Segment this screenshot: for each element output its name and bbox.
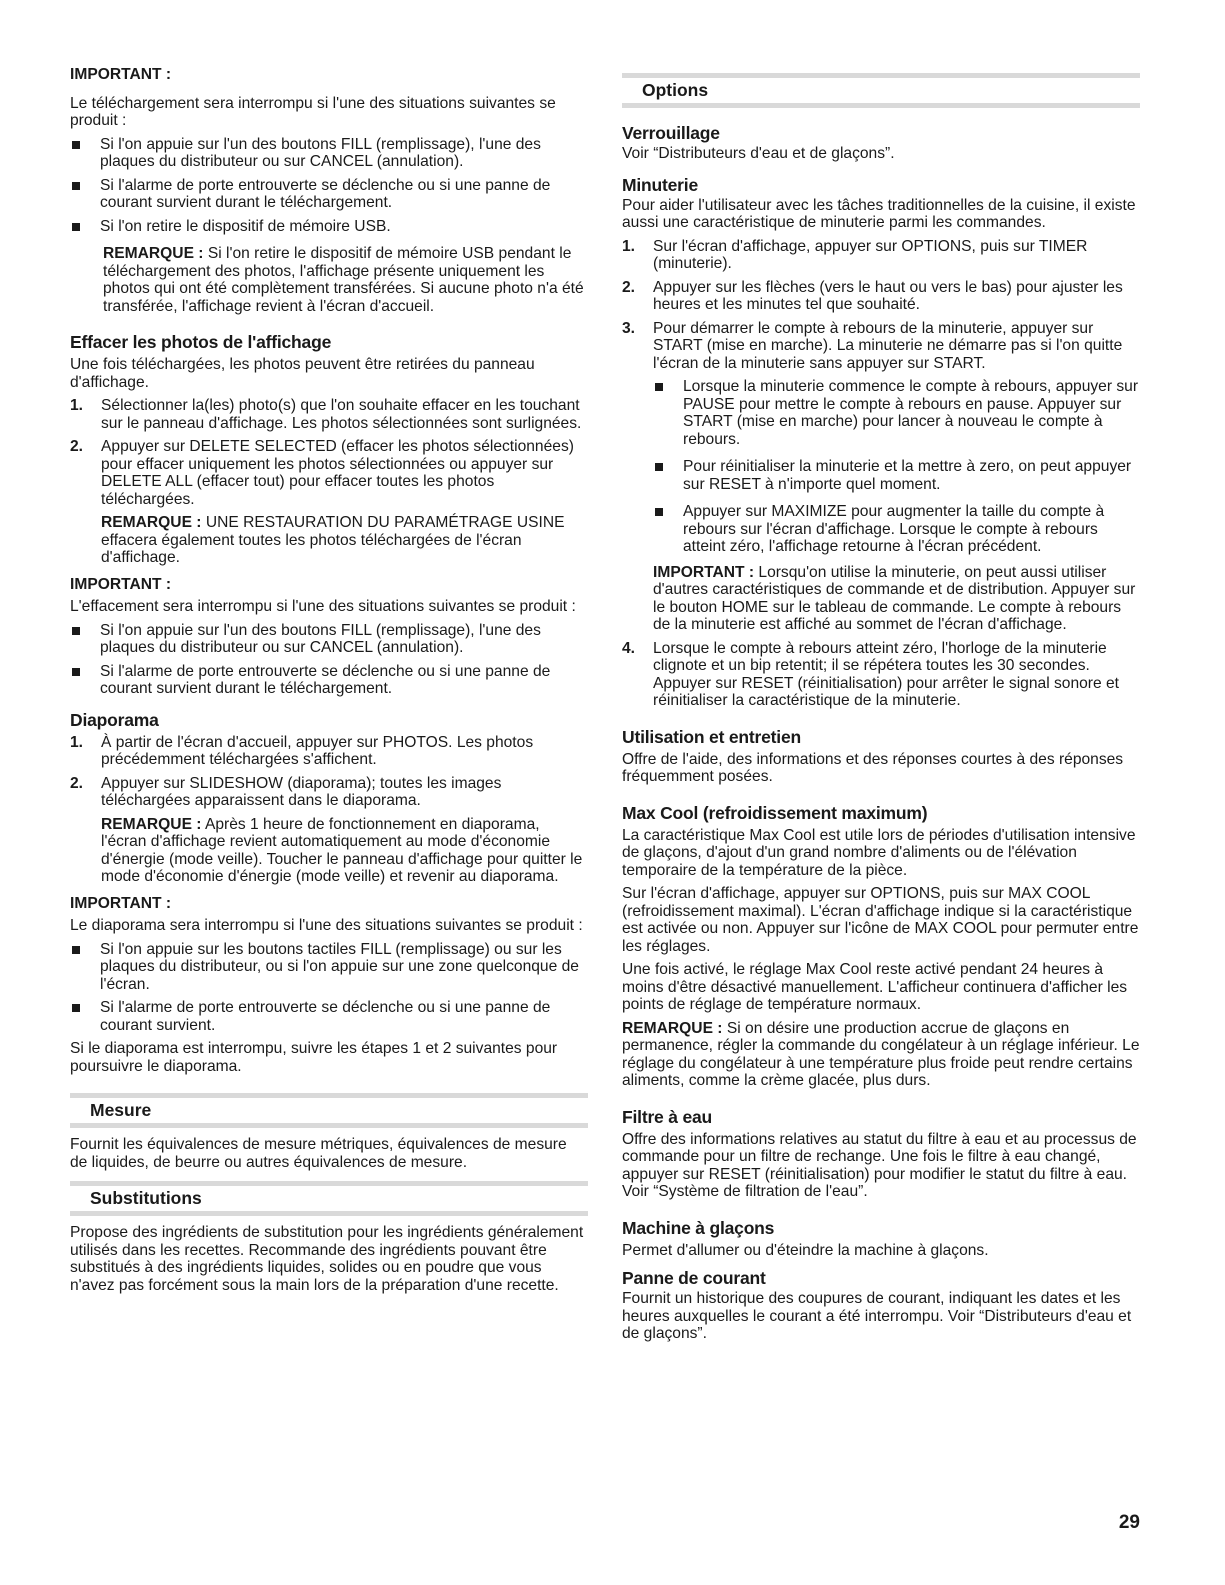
note-paragraph: REMARQUE : UNE RESTAURATION DU PARAMÉTRAGE USINE effacera également toutes les photos téléchargées de l'écran d'affichage. [101, 514, 565, 566]
section-band [70, 1181, 588, 1216]
list-item: Appuyer sur MAXIMIZE pour augmenter la taille du compte à rebours sur l'écran d'affichage. Lorsque le compte à rebours atteint zéro, l'affichage retourne à l'écran précédent. [653, 503, 1140, 556]
list-item: 2. Appuyer sur les flèches (vers le haut ou vers le bas) pour ajuster les heures et les minutes tel que souhaité. [622, 278, 1123, 313]
section-title: Mesure [90, 1099, 152, 1120]
bullet-icon [653, 378, 683, 448]
note-paragraph: REMARQUE : Si on désire une production accrue de glaçons en permanence, régler la commande du congélateur à un réglage inférieur. Le réglage du congélateur à une température plus froide peut rendre certains aliments, comme la crème glacée, plus durs. [622, 1019, 1140, 1089]
bullet-icon [653, 503, 683, 556]
list-item: 4. Lorsque le compte à rebours atteint zéro, l'horloge de la minuterie clignote et un bip retentit; il se répétera toutes les 30 secondes. Appuyer sur RESET (réinitialisation) pour arrêter le signal sonore et réinitialiser la caractéristique de la minuterie. [622, 639, 1120, 709]
list-item: 3. Pour démarrer le compte à rebours de la minuterie, appuyer sur START (mise en marche). La minuterie ne démarre pas si l'on quitte l'écran de la minuterie sans appuyer sur START. [622, 319, 1123, 372]
bullet-icon [70, 622, 100, 657]
section-title: Minuterie [622, 174, 698, 195]
left-column [70, 66, 588, 1294]
list-item: Si l'alarme de porte entrouverte se déclenche ou si une panne de courant survient durant le téléchargement. [70, 663, 588, 698]
bullet-list [622, 378, 1140, 556]
list-item: Si l'alarme de porte entrouverte se déclenche ou si une panne de courant survient durant le téléchargement. [70, 177, 588, 212]
paragraph: Pour aider l'utilisateur avec les tâches traditionnelles de la cuisine, il existe aussi une caractéristique de minuterie parmi les commandes. [622, 196, 1136, 231]
list-item: 1. Sélectionner la(les) photo(s) que l'on souhaite effacer en les touchant sur le panneau d'affichage. Les photos sélectionnées sont surlignées. [70, 397, 582, 432]
paragraph: Offre de l'aide, des informations et des réponses courtes à des réponses fréquemment posées. [622, 750, 1124, 785]
paragraph: Si le diaporama est interrompu, suivre les étapes 1 et 2 suivantes pour poursuivre le diaporama. [70, 1040, 558, 1075]
step-list [622, 640, 1140, 710]
list-item: Si l'on appuie sur l'un des boutons FILL (remplissage), l'une des plaques du distributeur ou sur CANCEL (annulation). [70, 622, 588, 657]
section-title: Panne de courant [622, 1268, 766, 1288]
list-item: 2. Appuyer sur SLIDESHOW (diaporama); toutes les images téléchargées apparaissent dans le diaporama. [70, 774, 502, 809]
step-list [70, 734, 588, 810]
paragraph: Offre des informations relatives au statut du filtre à eau et au processus de commande pour un filtre de rechange. Une fois le filtre à eau changé, appuyer sur RESET (réinitialisation) pour modifier le statut du filtre à eau. Voir “Système de filtration de l'eau”. [622, 1130, 1137, 1200]
page-number: 29 [1118, 1512, 1140, 1533]
section-title: Filtre à eau [622, 1106, 712, 1127]
bullet-icon [70, 177, 100, 212]
note-paragraph: REMARQUE : Si l'on retire le dispositif de mémoire USB pendant le téléchargement des photos, l'affichage présente uniquement les photos qui ont été complètement transférées. Si aucune photo n'a été transférée, l'affichage revient à l'écran d'accueil. [103, 245, 584, 315]
paragraph: Voir “Distributeurs d'eau et de glaçons”. [622, 145, 895, 162]
list-item: Lorsque la minuterie commence le compte à rebours, appuyer sur PAUSE pour mettre le compte à rebours en pause. Appuyer sur START (mise en marche) pour lancer à nouveau le compte à rebours. [653, 378, 1140, 448]
section-title: Options [642, 79, 709, 100]
important-label: IMPORTANT : [70, 894, 172, 912]
section-title: Diaporama [70, 709, 159, 730]
section-band [622, 73, 1140, 108]
bullet-list [70, 622, 588, 698]
bullet-icon [70, 999, 100, 1034]
paragraph: La caractéristique Max Cool est utile lors de périodes d'utilisation intensive de glaçons, d'ajout d'un grand nombre d'aliments ou de l'élévation temporaire de la température de la pièce. [622, 826, 1136, 879]
bullet-icon [70, 136, 100, 171]
paragraph: L'effacement sera interrompu si l'une des situations suivantes se produit : [70, 598, 576, 615]
section-title: Machine à glaçons [622, 1217, 775, 1238]
paragraph: Une fois activé, le réglage Max Cool reste activé pendant 24 heures à moins d'être désactivé manuellement. L'afficheur continuera d'afficher les points de réglage de température normaux. [622, 961, 1128, 1013]
important-paragraph: IMPORTANT : Lorsqu'on utilise la minuterie, on peut aussi utiliser d'autres caractéristiques de commande et de distribution. Appuyer sur le bouton HOME sur le tableau de commande. Le compte à rebours de la minuterie est affiché au sommet de l'écran d'affichage. [653, 563, 1136, 633]
paragraph: Permet d'allumer ou d'éteindre la machine à glaçons. [622, 1241, 989, 1259]
important-label: IMPORTANT : [70, 575, 172, 593]
bullet-icon [70, 663, 100, 698]
paragraph: Propose des ingrédients de substitution pour les ingrédients généralement utilisés dans les recettes. Recommande des ingrédients pouvant être substitués à des ingrédients liquides, solides ou en poudre que vous n'avez pas forcément sous la main lors de la préparation d'une recette. [70, 1224, 584, 1294]
paragraph: Sur l'écran d'affichage, appuyer sur OPTIONS, puis sur MAX COOL (refroidissement maximal). L'écran d'affichage indique si la caractéristique est activée ou non. Appuyer sur l'icône de MAX COOL pour permuter entre les réglages. [622, 885, 1139, 955]
list-item: Pour réinitialiser la minuterie et la mettre à zero, on peut appuyer sur RESET à n'importe quel moment. [653, 458, 1140, 493]
bullet-icon [70, 941, 100, 994]
list-item: 1. Sur l'écran d'affichage, appuyer sur OPTIONS, puis sur TIMER (minuterie). [622, 237, 1088, 272]
important-label: IMPORTANT : [70, 66, 172, 83]
list-item: Si l'on appuie sur les boutons tactiles FILL (remplissage) ou sur les plaques du distributeur, ou si l'on appuie sur une zone quelconque de l'écran. [70, 941, 588, 994]
list-item: Si l'alarme de porte entrouverte se déclenche ou si une panne de courant survient. [70, 999, 588, 1034]
section-title: Utilisation et entretien [622, 726, 801, 747]
bullet-list [70, 941, 588, 1035]
step-list [70, 397, 588, 508]
list-item: 1. À partir de l'écran d'accueil, appuyer sur PHOTOS. Les photos précédemment téléchargées s'affichent. [70, 733, 534, 768]
paragraph: Le diaporama sera interrompu si l'une des situations suivantes se produit : [70, 917, 583, 934]
paragraph: Une fois téléchargées, les photos peuvent être retirées du panneau d'affichage. [70, 356, 535, 391]
section-title: Substitutions [90, 1187, 202, 1208]
list-item: Si l'on appuie sur l'un des boutons FILL (remplissage), l'une des plaques du distributeur ou sur CANCEL (annulation). [70, 136, 588, 171]
section-band [70, 1093, 588, 1128]
bullet-icon [70, 218, 100, 236]
bullet-icon [653, 458, 683, 493]
important-intro: Le téléchargement sera interrompu si l'une des situations suivantes se produit : [70, 94, 556, 129]
section-title: Effacer les photos de l'affichage [70, 332, 332, 352]
section-title: Max Cool (refroidissement maximum) [622, 802, 928, 823]
right-column [622, 73, 1140, 1343]
paragraph: Fournit les équivalences de mesure métriques, équivalences de mesure de liquides, de beurre ou autres équivalences de mesure. [70, 1136, 567, 1171]
list-item: 2. Appuyer sur DELETE SELECTED (effacer les photos sélectionnées) pour effacer uniquement les photos sélectionnées ou appuyer sur DELETE ALL (effacer tout) pour effacer toutes les photos téléchargées. [70, 438, 574, 508]
step-list [622, 238, 1140, 373]
list-item: Si l'on retire le dispositif de mémoire USB. [70, 218, 588, 236]
section-title: Verrouillage [622, 123, 720, 143]
bullet-list [70, 136, 588, 236]
paragraph: Fournit un historique des coupures de courant, indiquant les dates et les heures auxquelles le courant a été interrompu. Voir “Distributeurs d'eau et de glaçons”. [622, 1290, 1132, 1342]
note-paragraph: REMARQUE : Après 1 heure de fonctionnement en diaporama, l'écran d'affichage revient automatiquement au mode d'économie d'énergie (mode veille). Toucher le panneau d'affichage pour quitter le mode d'économie d'énergie (mode veille) et revenir au diaporama. [101, 815, 583, 885]
